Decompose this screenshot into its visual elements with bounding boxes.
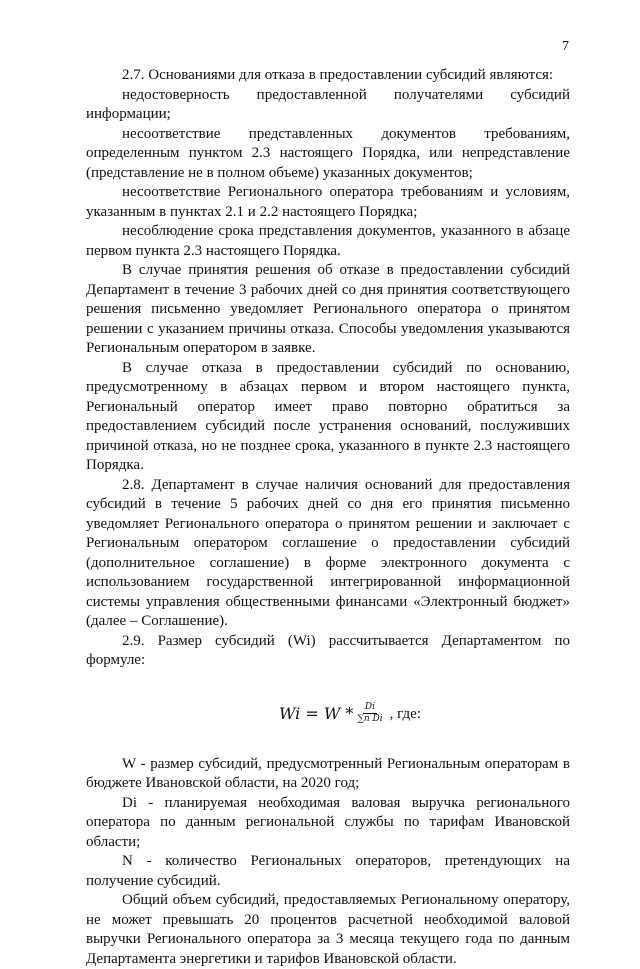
clause-2-7-heading: 2.7. Основаниями для отказа в предоставлении субсидий являются:	[122, 67, 554, 83]
formula-tail: , где:	[389, 705, 421, 722]
subsidy-formula	[86, 698, 570, 730]
formula-numerator: Di	[364, 702, 376, 712]
definition-di: Di - планируемая необходимая валовая выручка регионального оператора по данным региональной службы по тарифам Ивановской области;	[86, 794, 570, 850]
formula-denominator: ∑n Di	[357, 714, 383, 724]
refusal-ground-3: несоответствие Регионального оператора требованиям и условиям, указанным в пунктах 2.1 и 2.2 настоящего Порядка;	[86, 184, 570, 220]
reapplication-paragraph: В случае отказа в предоставлении субсидий по основанию, предусмотренному в абзацах первом и втором настоящего пункта, Региональный оператор имеет право повторно обратиться за предоставлением субсидий после устранения оснований, послуживших причиной отказа, но не позднее срока, указанного в пункте 2.3 настоящего Порядка.	[86, 359, 570, 473]
refusal-notification-paragraph: В случае принятия решения об отказе в предоставлении субсидий Департамент в течение 3 рабочих дней со дня принятия соответствующего решения письменно уведомляет Регионального оператора о принятом решении с указанием причины отказа. Способы уведомления указываются Региональным оператором в заявке.	[86, 262, 570, 356]
definition-n: N - количество Региональных операторов, претендующих на получение субсидий.	[86, 853, 570, 889]
refusal-ground-1: недостоверность предоставленной получателями субсидий информации;	[86, 86, 570, 122]
refusal-ground-4: несоблюдение срока представления документов, указанного в абзаце первом пункта 2.3 настоящего Порядка.	[86, 223, 570, 259]
refusal-ground-2: несоответствие представленных документов требованиям, определенным пунктом 2.3 настоящего Порядка, или непредставление (представление не в полном объеме) указанных документов;	[86, 125, 570, 181]
formula-math	[279, 702, 388, 725]
definition-w: W - размер субсидий, предусмотренный Региональным операторам в бюджете Ивановской области, на 2020 год;	[86, 755, 570, 791]
clause-2-8-paragraph: 2.8. Департамент в случае наличия оснований для предоставления субсидий в течение 5 рабочих дней со дня его принятия письменно уведомляет Регионального оператора о принятом решении и заключает с Региональным оператором соглашение о предоставлении субсидий (дополнительное соглашение) в форме электронного документа с использованием государственной интегрированной информационной системы управления общественными финансами «Электронный бюджет» (далее – Соглашение).	[86, 476, 570, 629]
page-number: 7	[562, 39, 569, 54]
formula-lhs: Wi = W *	[279, 703, 354, 723]
clause-2-9-paragraph: 2.9. Размер субсидий (Wi) рассчитывается Департаментом по формуле:	[86, 632, 570, 668]
document-body	[86, 66, 570, 969]
formula-fraction	[355, 702, 384, 725]
subsidy-limit-paragraph: Общий объем субсидий, предоставляемых Региональному оператору, не может превышать 20 процентов расчетной необходимой валовой выручки Регионального оператора за 3 месяца текущего года по данным Департамента энергетики и тарифов Ивановской области.	[86, 892, 570, 967]
